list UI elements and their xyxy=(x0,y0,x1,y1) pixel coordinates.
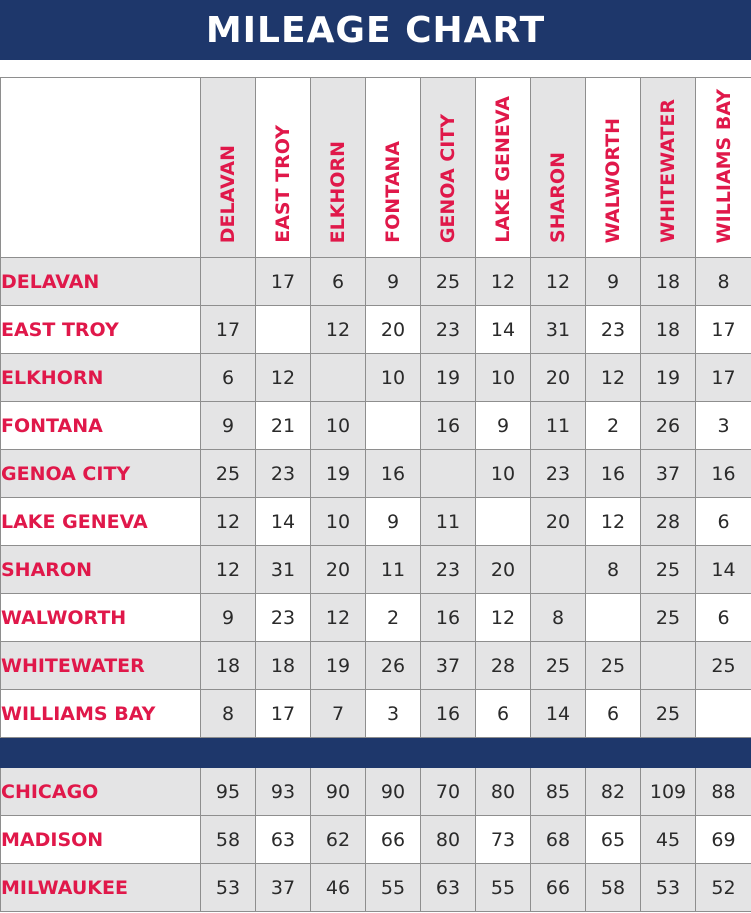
mileage-cell: 80 xyxy=(476,768,531,816)
mileage-cell: 18 xyxy=(641,306,696,354)
mileage-cell: 9 xyxy=(586,258,641,306)
table-row-delavan xyxy=(1,258,751,306)
mileage-cell xyxy=(366,402,421,450)
column-header-label xyxy=(217,145,239,243)
mileage-cell: 58 xyxy=(586,864,641,912)
mileage-cell: 20 xyxy=(366,306,421,354)
mileage-cell: 18 xyxy=(201,642,256,690)
mileage-cell: 70 xyxy=(421,768,476,816)
mileage-cell: 25 xyxy=(641,690,696,738)
mileage-cell: 82 xyxy=(586,768,641,816)
mileage-cell: 9 xyxy=(476,402,531,450)
mileage-cell: 25 xyxy=(531,642,586,690)
mileage-cell: 12 xyxy=(201,546,256,594)
mileage-cell: 9 xyxy=(201,402,256,450)
row-header: FONTANA xyxy=(1,402,201,450)
mileage-cell: 14 xyxy=(531,690,586,738)
table-row-whitewater xyxy=(1,642,751,690)
mileage-cell: 9 xyxy=(366,258,421,306)
mileage-cell: 90 xyxy=(366,768,421,816)
mileage-cell: 2 xyxy=(366,594,421,642)
column-header-label xyxy=(713,89,735,243)
mileage-cell: 10 xyxy=(476,354,531,402)
mileage-cell: 16 xyxy=(421,594,476,642)
table-row-williams-bay xyxy=(1,690,751,738)
column-header-east-troy xyxy=(256,78,311,258)
mileage-cell: 6 xyxy=(696,498,751,546)
mileage-cell: 12 xyxy=(531,258,586,306)
mileage-cell: 19 xyxy=(311,642,366,690)
row-header: WALWORTH xyxy=(1,594,201,642)
column-header-whitewater xyxy=(641,78,696,258)
mileage-cell xyxy=(256,306,311,354)
corner-cell xyxy=(1,78,201,258)
mileage-cell: 17 xyxy=(696,306,751,354)
mileage-cell: 23 xyxy=(256,594,311,642)
row-header: MADISON xyxy=(1,816,201,864)
mileage-cell: 109 xyxy=(641,768,696,816)
mileage-cell: 25 xyxy=(421,258,476,306)
section-divider xyxy=(1,738,751,768)
mileage-cell: 6 xyxy=(696,594,751,642)
row-header: LAKE GENEVA xyxy=(1,498,201,546)
mileage-cell: 37 xyxy=(256,864,311,912)
mileage-cell: 11 xyxy=(531,402,586,450)
mileage-cell: 18 xyxy=(256,642,311,690)
mileage-cell: 6 xyxy=(476,690,531,738)
column-header-label xyxy=(602,118,624,243)
column-header-text: SHARON xyxy=(547,152,569,243)
mileage-cell xyxy=(311,354,366,402)
mileage-cell: 17 xyxy=(201,306,256,354)
mileage-cell: 26 xyxy=(366,642,421,690)
column-header-text: WHITEWATER xyxy=(657,99,679,243)
mileage-cell: 16 xyxy=(366,450,421,498)
table-row-milwaukee xyxy=(1,864,751,912)
mileage-cell: 12 xyxy=(201,498,256,546)
mileage-cell xyxy=(641,642,696,690)
table-row-madison xyxy=(1,816,751,864)
mileage-cell: 10 xyxy=(311,402,366,450)
column-header-text: GENOA CITY xyxy=(437,113,459,243)
mileage-cell xyxy=(531,546,586,594)
mileage-cell: 14 xyxy=(476,306,531,354)
mileage-cell: 10 xyxy=(366,354,421,402)
mileage-cell: 45 xyxy=(641,816,696,864)
mileage-cell: 26 xyxy=(641,402,696,450)
mileage-cell: 19 xyxy=(421,354,476,402)
mileage-cell: 6 xyxy=(586,690,641,738)
table-row-walworth xyxy=(1,594,751,642)
column-header-label xyxy=(272,125,294,243)
column-header-row xyxy=(1,78,751,258)
mileage-cell: 31 xyxy=(531,306,586,354)
mileage-cell: 80 xyxy=(421,816,476,864)
row-header: GENOA CITY xyxy=(1,450,201,498)
row-header: WILLIAMS BAY xyxy=(1,690,201,738)
table-row-lake-geneva xyxy=(1,498,751,546)
mileage-cell: 52 xyxy=(696,864,751,912)
row-header: EAST TROY xyxy=(1,306,201,354)
mileage-cell: 66 xyxy=(531,864,586,912)
mileage-table xyxy=(0,77,751,912)
mileage-cell: 23 xyxy=(586,306,641,354)
mileage-cell: 10 xyxy=(476,450,531,498)
row-header: CHICAGO xyxy=(1,768,201,816)
mileage-cell: 17 xyxy=(256,690,311,738)
mileage-cell: 53 xyxy=(201,864,256,912)
mileage-cell: 23 xyxy=(421,546,476,594)
table-row-fontana xyxy=(1,402,751,450)
mileage-cell: 8 xyxy=(586,546,641,594)
mileage-cell xyxy=(201,258,256,306)
mileage-cell xyxy=(696,690,751,738)
mileage-cell: 9 xyxy=(201,594,256,642)
row-header: MILWAUKEE xyxy=(1,864,201,912)
row-header: ELKHORN xyxy=(1,354,201,402)
mileage-cell: 73 xyxy=(476,816,531,864)
mileage-cell: 8 xyxy=(201,690,256,738)
mileage-cell: 25 xyxy=(641,594,696,642)
mileage-cell: 11 xyxy=(366,546,421,594)
column-header-text: WILLIAMS BAY xyxy=(712,88,735,243)
mileage-cell: 8 xyxy=(696,258,751,306)
mileage-cell: 53 xyxy=(641,864,696,912)
column-header-walworth xyxy=(586,78,641,258)
table-row-genoa-city xyxy=(1,450,751,498)
mileage-cell: 14 xyxy=(256,498,311,546)
mileage-cell: 28 xyxy=(641,498,696,546)
column-header-text: FONTANA xyxy=(382,141,404,243)
mileage-cell: 28 xyxy=(476,642,531,690)
mileage-cell: 93 xyxy=(256,768,311,816)
mileage-cell: 55 xyxy=(476,864,531,912)
mileage-cell: 90 xyxy=(311,768,366,816)
mileage-cell: 58 xyxy=(201,816,256,864)
mileage-cell: 68 xyxy=(531,816,586,864)
mileage-cell: 12 xyxy=(311,306,366,354)
column-header-text: ELKHORN xyxy=(327,140,349,243)
mileage-cell: 95 xyxy=(201,768,256,816)
column-header-label xyxy=(657,99,679,243)
column-header-text: DELAVAN xyxy=(217,144,239,243)
mileage-cell: 55 xyxy=(366,864,421,912)
mileage-cell: 20 xyxy=(476,546,531,594)
chart-title: MILEAGE CHART xyxy=(205,9,546,51)
mileage-cell: 65 xyxy=(586,816,641,864)
mileage-cell: 25 xyxy=(696,642,751,690)
mileage-cell: 11 xyxy=(421,498,476,546)
mileage-cell: 16 xyxy=(696,450,751,498)
mileage-cell: 14 xyxy=(696,546,751,594)
mileage-cell: 18 xyxy=(641,258,696,306)
table-row-east-troy xyxy=(1,306,751,354)
table-row-sharon xyxy=(1,546,751,594)
mileage-cell: 20 xyxy=(531,498,586,546)
mileage-cell: 66 xyxy=(366,816,421,864)
mileage-cell: 21 xyxy=(256,402,311,450)
mileage-cell: 62 xyxy=(311,816,366,864)
mileage-cell: 88 xyxy=(696,768,751,816)
mileage-cell: 20 xyxy=(311,546,366,594)
column-header-text: LAKE GENEVA xyxy=(492,96,514,243)
mileage-cell: 19 xyxy=(311,450,366,498)
column-header-williams-bay xyxy=(696,78,751,258)
mileage-cell: 12 xyxy=(586,354,641,402)
mileage-cell: 8 xyxy=(531,594,586,642)
mileage-cell xyxy=(421,450,476,498)
mileage-cell: 69 xyxy=(696,816,751,864)
mileage-cell: 7 xyxy=(311,690,366,738)
mileage-cell: 12 xyxy=(311,594,366,642)
table-row-chicago xyxy=(1,768,751,816)
mileage-cell: 12 xyxy=(476,258,531,306)
mileage-cell: 37 xyxy=(641,450,696,498)
column-header-text: WALWORTH xyxy=(602,117,624,243)
mileage-cell: 25 xyxy=(641,546,696,594)
column-header-elkhorn xyxy=(311,78,366,258)
table-row-elkhorn xyxy=(1,354,751,402)
mileage-cell: 10 xyxy=(311,498,366,546)
table-body xyxy=(1,258,751,912)
divider-bar xyxy=(1,738,751,768)
mileage-cell: 6 xyxy=(311,258,366,306)
mileage-cell: 25 xyxy=(201,450,256,498)
column-header-label xyxy=(437,114,459,243)
mileage-cell: 37 xyxy=(421,642,476,690)
column-header-text: EAST TROY xyxy=(272,125,294,243)
row-header: WHITEWATER xyxy=(1,642,201,690)
column-header-lake-geneva xyxy=(476,78,531,258)
column-header-label xyxy=(327,141,349,243)
mileage-cell: 23 xyxy=(531,450,586,498)
mileage-cell: 46 xyxy=(311,864,366,912)
mileage-cell: 16 xyxy=(586,450,641,498)
column-header-label xyxy=(547,152,569,243)
mileage-cell: 2 xyxy=(586,402,641,450)
mileage-cell: 19 xyxy=(641,354,696,402)
title-banner xyxy=(0,0,751,60)
mileage-cell: 12 xyxy=(586,498,641,546)
row-header: SHARON xyxy=(1,546,201,594)
mileage-cell: 63 xyxy=(256,816,311,864)
mileage-cell: 85 xyxy=(531,768,586,816)
mileage-cell: 23 xyxy=(256,450,311,498)
column-header-sharon xyxy=(531,78,586,258)
column-header-delavan xyxy=(201,78,256,258)
mileage-cell: 23 xyxy=(421,306,476,354)
column-header-fontana xyxy=(366,78,421,258)
mileage-cell: 63 xyxy=(421,864,476,912)
column-header-genoa-city xyxy=(421,78,476,258)
mileage-cell: 9 xyxy=(366,498,421,546)
row-header: DELAVAN xyxy=(1,258,201,306)
mileage-cell: 3 xyxy=(696,402,751,450)
mileage-cell: 20 xyxy=(531,354,586,402)
column-header-label xyxy=(492,96,514,243)
mileage-cell: 17 xyxy=(696,354,751,402)
mileage-cell xyxy=(476,498,531,546)
mileage-cell: 16 xyxy=(421,402,476,450)
mileage-cell: 31 xyxy=(256,546,311,594)
mileage-cell: 12 xyxy=(256,354,311,402)
mileage-cell xyxy=(586,594,641,642)
mileage-cell: 12 xyxy=(476,594,531,642)
mileage-cell: 17 xyxy=(256,258,311,306)
mileage-cell: 6 xyxy=(201,354,256,402)
column-header-label xyxy=(382,141,404,243)
mileage-cell: 25 xyxy=(586,642,641,690)
mileage-cell: 3 xyxy=(366,690,421,738)
mileage-cell: 16 xyxy=(421,690,476,738)
